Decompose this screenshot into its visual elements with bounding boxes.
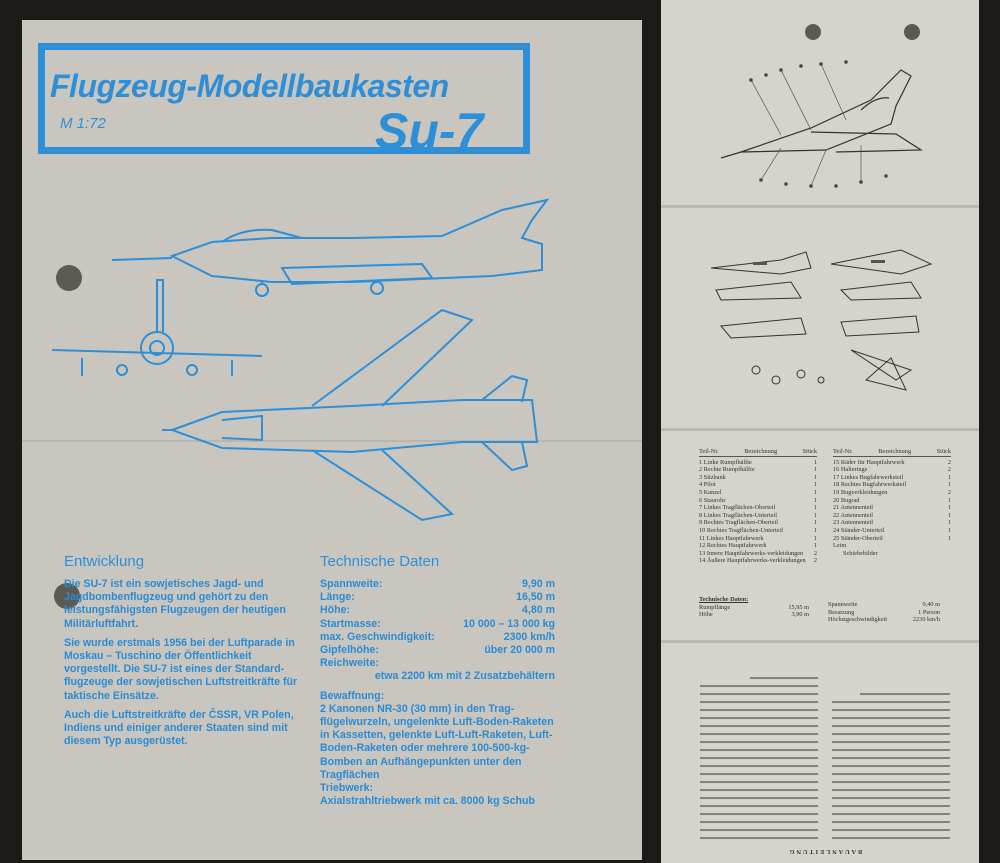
tech-value: 16,50 m [516, 591, 555, 604]
part-row: Leim [833, 542, 847, 550]
entwicklung-paragraph: Auch die Luftstreitkräfte der ČSSR, VR Polen, Indiens und einiger anderer Staaten sind mit diesem Typ ausgerüstet. [64, 708, 294, 748]
tech-label: Länge: [320, 591, 355, 604]
technical-data [320, 578, 555, 808]
part-row: 4 Pilot 1 [699, 481, 817, 489]
parts-column-left [699, 448, 817, 565]
parts-header [833, 448, 951, 457]
section-heading-entwicklung: Entwicklung [64, 553, 145, 570]
strip-tech-row: Höhe 3,90 m [699, 611, 809, 619]
part-row: 11 Linkes Hauptfahrwerk 1 [699, 534, 817, 542]
fold-line [661, 205, 979, 208]
kit-title: Flugzeug-Modellbaukasten [50, 68, 449, 104]
fold-line [661, 428, 979, 431]
tech-value: 2300 km/h [503, 630, 555, 643]
part-row: 21 Antennenteil 1 [833, 504, 951, 512]
part-row: 19 Bugverkleidungen 2 [833, 488, 951, 496]
punch-hole [904, 24, 920, 40]
entwicklung-text [64, 578, 304, 754]
part-row: 16 Halteringe 2 [833, 466, 951, 474]
part-row: 10 Rechtes Tragflächen-Unterteil 1 [699, 526, 817, 534]
part-row: 24 Ständer-Unterteil 1 [833, 526, 951, 534]
tech-row [320, 618, 555, 631]
tech-value: 10 000 – 13 000 kg [463, 617, 555, 630]
part-row: 7 Linkes Tragflächen-Oberteil 1 [699, 504, 817, 512]
bewaffnung-value: 2 Kanonen NR-30 (30 mm) in den Trag-flügelwurzeln, ungelenkte Luft-Boden-Raketen in Kassetten, gelenkte Luft-Luft-Raketen, Luft-Boden-Raketen oder mehrere 100-500-kg-Bomben an Aufhängepunkten unter den Tragflächen [320, 702, 554, 781]
part-row: 2 Rechte Rumpfhälfte 1 [699, 466, 817, 474]
strip-tech-heading: Technische Daten: [699, 596, 749, 603]
part-row: 12 Rechtes Hauptfahrwerk 1 [699, 542, 817, 550]
section-heading-technische-daten: Technische Daten [320, 553, 440, 570]
part-row: 8 Linkes Tragflächen-Unterteil 1 [699, 511, 817, 519]
front-view-drawing [52, 280, 262, 376]
strip-technical-right [828, 601, 940, 624]
assembly-instructions-panel [700, 655, 950, 855]
punch-hole [805, 24, 821, 40]
tech-row [320, 604, 555, 617]
tech-value: über 20 000 m [484, 644, 555, 657]
part-row: 3 Sitzbank 1 [699, 473, 817, 481]
reichweite-label: Reichweite: [320, 657, 379, 670]
parts-header-qty: Stück [936, 448, 951, 455]
parts-header-qty: Stück [802, 448, 817, 455]
tech-value: 9,90 m [522, 578, 555, 590]
parts-header-name: Bezeichnung [878, 448, 912, 455]
tech-label: Gipfelhöhe: [320, 644, 379, 657]
part-row: 22 Antennenteil 1 [833, 511, 951, 519]
parts-header-nr: Teil-Nr. [699, 448, 719, 455]
triebwerk-label: Triebwerk: [320, 782, 373, 795]
parts-header [699, 448, 817, 457]
tech-label: max. Geschwindigkeit: [320, 630, 435, 643]
triebwerk-value: Axialstrahltriebwerk mit ca. 8000 kg Schub [320, 795, 535, 808]
model-name: Su-7 [375, 103, 484, 159]
bewaffnung-label: Bewaffnung: [320, 689, 385, 702]
assembly-diagram [661, 40, 979, 200]
parts-column-right [833, 448, 951, 565]
top-view-drawing [162, 310, 537, 520]
strip-tech-row: Rumpflänge 15,95 m [699, 603, 809, 611]
side-view-drawing [112, 200, 547, 296]
tech-row [320, 591, 555, 604]
part-row: 25 Ständer-Oberteil 1 [833, 534, 951, 542]
parts-diagram [661, 230, 979, 420]
tech-label: Höhe: [320, 604, 351, 617]
part-row: 18 Rechtes Bugfahrwerksteil 1 [833, 481, 951, 489]
strip-tech-row: Spannweite 9,40 m [828, 601, 940, 608]
part-row: 6 Staurohr 1 [699, 496, 817, 504]
tech-row [320, 631, 555, 644]
part-row: 23 Antennenteil 1 [833, 519, 951, 527]
scale-label: M 1:72 [60, 115, 106, 132]
parts-header-nr: Teil-Nr. [833, 448, 853, 455]
part-row: 14 Äußere Hauptfahrwerks-verkleidungen 2 [699, 557, 817, 565]
entwicklung-paragraph: Sie wurde erstmals 1956 bei der Luftparade in Moskau – Tuschino der Öffentlichkeit vorgestellt. Die SU-7 ist eines der Standard-flugzeuge der sowjetischen Luftstreitkräfte für taktische Einsätze. [64, 636, 298, 702]
part-row: 17 Linkes Bugfahrwerksteil 1 [833, 473, 951, 481]
part-row: 1 Linke Rumpfhälfte 1 [699, 458, 817, 466]
part-row: Schiebebilder [843, 549, 878, 557]
tech-label: Spannweite: [320, 578, 383, 590]
strip-tech-row: Besatzung 1 Person [828, 608, 940, 616]
bauanleitung-heading: BAUANLEITUNG [787, 848, 863, 855]
parts-header-name: Bezeichnung [744, 448, 778, 455]
tech-value: 4,80 m [522, 604, 555, 617]
part-row: 5 Kanzel 1 [699, 488, 817, 496]
tech-row [320, 644, 555, 657]
part-row: 20 Bugrad 1 [833, 496, 951, 504]
tech-row [320, 578, 555, 591]
tech-label: Startmasse: [320, 617, 381, 630]
aircraft-drawings [22, 180, 582, 540]
part-row: 15 Räder für Hauptfahrwerk 2 [833, 458, 951, 466]
strip-tech-row: Höchstgeschwindigkeit 2230 km/h [828, 616, 940, 624]
fold-line [661, 640, 979, 643]
instructions-text-lines [700, 664, 950, 844]
reichweite-value: etwa 2200 km mit 2 Zusatzbehältern [374, 670, 555, 683]
part-row: 13 Innere Hauptfahrwerks-verkleidungen 2 [699, 549, 817, 557]
entwicklung-paragraph: Die SU-7 ist ein sowjetisches Jagd- und Jagdbombenflugzeug und gehört zu den leistungsfähigsten Flugzeugen der heutigen Militärluftfahrt. [64, 578, 286, 630]
strip-technical-left [699, 596, 809, 619]
parts-list [699, 448, 951, 565]
part-row: 9 Rechtes Tragflächen-Oberteil 1 [699, 519, 817, 527]
